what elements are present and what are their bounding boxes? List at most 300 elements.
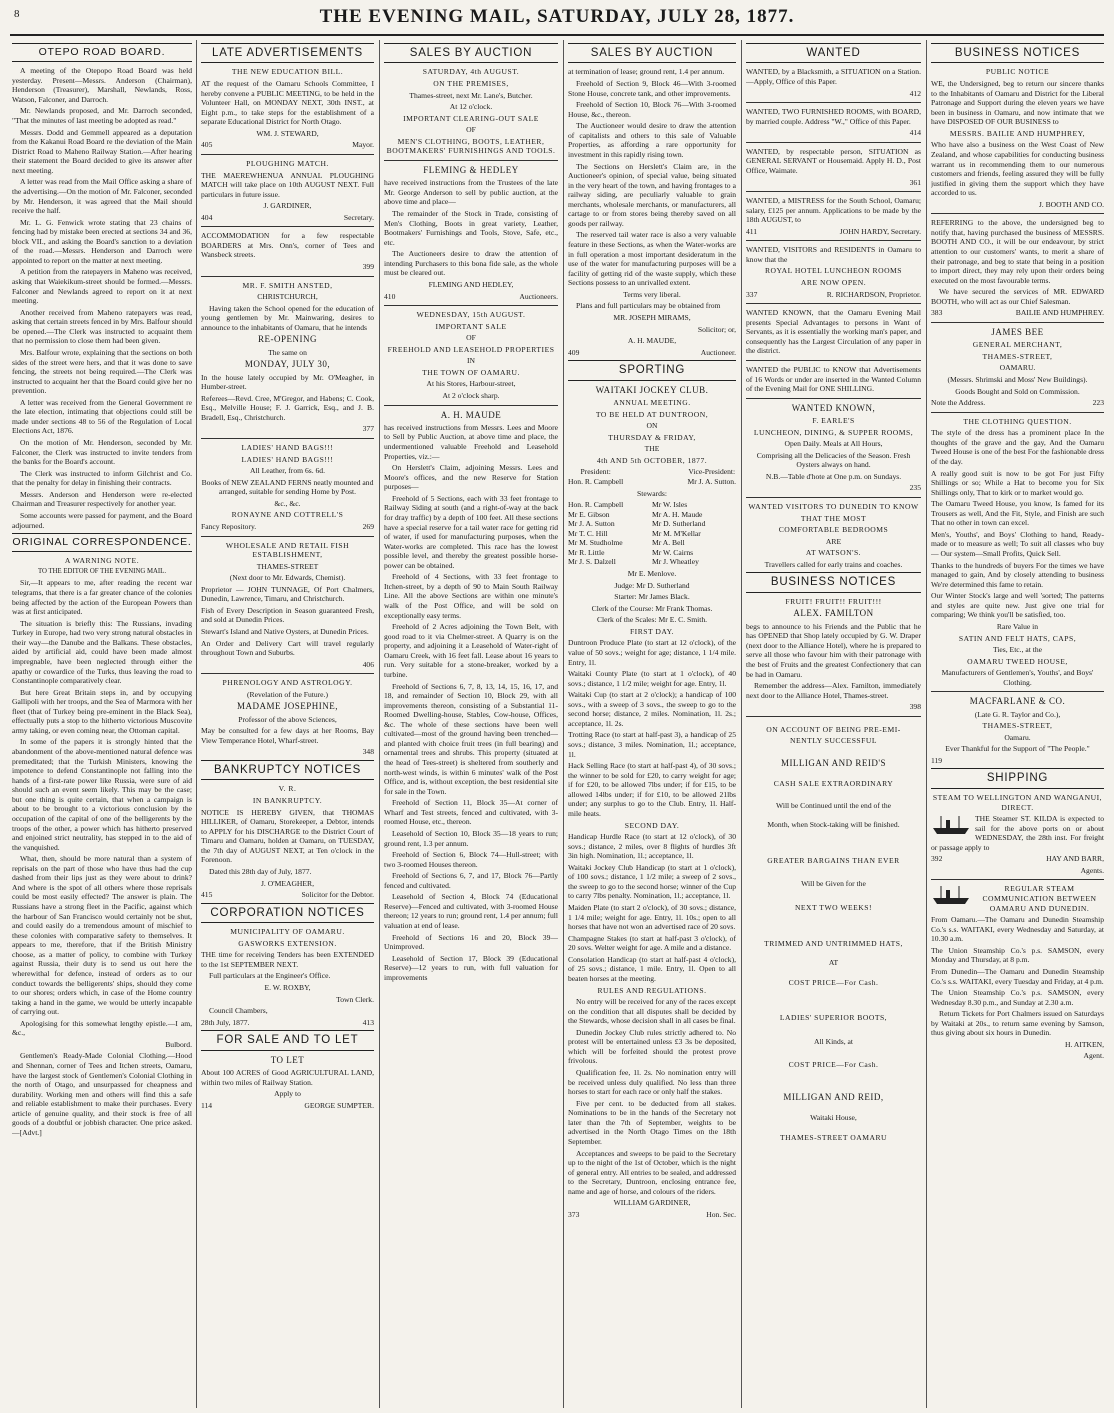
wanted-ad: WANTED, VISITORS and RESIDENTS in Oamaru to know that the — [746, 245, 921, 264]
column-divider — [563, 40, 564, 1408]
merchant-text: GENERAL MERCHANT, — [972, 340, 1063, 350]
section-heading: SALES BY AUCTION — [568, 43, 736, 63]
auction-body: have received instructions from the Trustees of the late Mr. George Anderson to sell by public auction, at the above time and place— — [384, 178, 558, 207]
auction-body: Leasehold of Section 4, Block 74 (Educational Reserve)—Fenced and cultivated, with 3-roomed House thereon; 12 years to run; ground rent, 1.4 per annum; full valuation at end of lease. — [384, 892, 558, 931]
article-paragraph: On the motion of Mr. Henderson, seconded by Mr. Falconer, the Clerk was instructed to invite tenders from the banks for the Board's account. — [12, 438, 192, 467]
section-heading: WANTED — [746, 43, 921, 63]
notice-body: REFERRING to the above, the undersigned beg to notify that, having purchased the business of MESSRS. BOOTH AND CO., it will be our endeavour, by strict attention to our customers' wants, to merit a share of their patronage, and beg to state that being in a position to import direct, they may rely upon their orders being executed on the most favourable terms. — [931, 218, 1104, 285]
officer-label: President: — [580, 467, 611, 477]
officer-name: Clerk of the Course: Mr Frank Thomas. — [591, 603, 713, 613]
auction-body: The Auctioneer would desire to draw the attention of capitalists and others to this sale of Valuable Properties, as affording a rare opportunity for investment in this rapidly rising town. — [568, 121, 736, 159]
race-entry: Hack Selling Race (to start at half-past 4), of 30 sovs.; the winner to be sold for £20, to carry weight for age; if for £20, to be allowed 7lbs under; if for £15, to be allowed 14lbs under; if for £10, to be allowed 21lbs under; any surplus to go to the Club. Entry, 1l. Half-mile heats. — [568, 761, 736, 818]
ad-divider — [746, 191, 921, 192]
auction-body: Freehold of Section 9, Block 46—With 3-roomed Stone House, concrete tank, and other improvements. — [568, 79, 736, 98]
ad-role: Secretary. — [343, 212, 374, 222]
auction-body: Freehold of Sections 6, 7, 8, 13, 14, 15, 16, 17, and 18, and remainder of Section 10, Block 29, with all improvements thereon, consisting of a Substantial 11-Roomed Dwelling-house, Stables, Cow-house, Offices, &c. The whole of these sections have been well cultivated—most of the ground having been trenched—and planted with choice fruit trees (in full bearing) and ornamental trees and shrubs. This property (situated at the head of Tees-street) is sheltered from southerly and north-west winds, is within 6 minutes' walk of the Post Office, and is, without exception, the best residential site for sale in the Town. — [384, 681, 558, 796]
section-heading: SHIPPING — [931, 768, 1104, 788]
merchant-text: (Messrs. Shrimski and Moss' New Buildings). — [947, 375, 1088, 384]
section-heading: ORIGINAL CORRESPONDENCE. — [12, 533, 192, 552]
race-entry: Trotting Race (to start at half-past 3), a handicap of 25 sovs.; distance, 3 miles. Nomination, 1l.; acceptance, 1l. — [568, 730, 736, 759]
ad-text: &c., &c. — [274, 498, 301, 508]
masthead — [0, 6, 1114, 30]
ad-signature: R. RICHARDSON, Proprietor. — [826, 289, 921, 299]
section-heading: FOR SALE AND TO LET — [201, 1030, 374, 1050]
shipping-body: The Union Steamship Co.'s p.s. SAMSON, every Wednesday 8.30 p.m., and Sunday at 2.30 a.m. — [931, 988, 1104, 1007]
ad-number: 398 — [909, 702, 921, 712]
ad-role: Solicitor; or, — [697, 324, 736, 334]
ad-number: 337 — [746, 289, 758, 299]
ad-text: Fancy Repository. — [201, 521, 257, 531]
ad-divider — [201, 276, 374, 277]
section-heading: BANKRUPTCY NOTICES — [201, 760, 374, 780]
ad-role: Hon. Sec. — [706, 1209, 736, 1219]
store-text: Manufacturers of Gentlemen's, Youths', and Boys' Clothing. — [941, 668, 1094, 687]
sale-line: AT — [828, 958, 839, 968]
officer-name: Hon. R. Campbell — [568, 476, 624, 486]
notice-body: We have secured the services of MR. EDWARD BOOTH, who will act as our Chief Salesman. — [931, 287, 1104, 306]
officer-name: Starter: Mr James Black. — [614, 592, 690, 602]
auction-text: IMPORTANT CLEARING-OUT SALE — [403, 113, 539, 123]
wanted-text: ARE — [825, 536, 842, 546]
sale-line: NENTLY SUCCESSFUL — [790, 736, 877, 746]
merchant-name: MACFARLANE & CO. — [969, 696, 1066, 707]
rules-paragraph: Dunedin Jockey Club rules strictly adhered to. No protest will be entertained unless £3 3s be deposited, which will be forfeited should the protest prove frivolous. — [568, 1027, 736, 1066]
ad-text: Full particulars at the Engineer's Office. — [209, 971, 331, 981]
shipping-body: The Union Steamship Co.'s p.s. SAMSON, every Monday and Thursday, at 8 p.m. — [931, 945, 1104, 965]
club-title: WAITAKI JOCKEY CLUB. — [595, 384, 709, 395]
auction-body: Freehold of 2 Acres adjoining the Town Belt, with good road to it via Chelmer-street. A Quarry is on the property, and adjoining it a Leasehold of Water-right of Oamaru Creek, with 16 feet fall. Lease about 16 years to run. Very suitable for a stone-breaker, worked by a turbine. — [384, 622, 558, 679]
ad-number: 411 — [746, 226, 758, 236]
ad-body: About 100 ACRES of Good AGRICULTURAL LAND, within two miles of Railway Station. — [201, 1068, 374, 1087]
notice-body: Remember the address—Alex. Familton, immediately next door to the Alliance Hotel, Thames-street. — [746, 681, 921, 700]
officer-name: Mr J. A. Sutton. — [687, 476, 736, 486]
article-paragraph: Sir,—It appears to me, after reading the recent war telegrams, that there is a far greater chance of the colonies being affected by the action of the European Powers than was at first anticipated. — [12, 578, 192, 617]
ad-number: 410 — [384, 291, 396, 301]
column-3 — [384, 40, 558, 1408]
section-heading: BUSINESS NOTICES — [931, 43, 1104, 63]
article-paragraph: A petition from the ratepayers in Maheno was received, asking that Waiekikum-street should be formed.—Messrs. Falconer and Newlands agreed to report on it at next meeting. — [12, 267, 192, 306]
column-5 — [746, 40, 921, 1408]
auction-body: Leasehold of Section 10, Block 35—18 years to run; ground rent, 1.3 per annum. — [384, 828, 558, 848]
shipping-body: From Oamaru.—The Oamaru and Dunedin Steamship Co.'s s.s. WAITAKI, every Wednesday and Saturday, at 10.30 a.m. — [931, 915, 1104, 944]
ad-signature: BAILIE AND HUMPHREY. — [1015, 308, 1104, 318]
ad-subtitle: CHRISTCHURCH, — [257, 292, 318, 302]
column-divider — [196, 40, 197, 1408]
article-paragraph: Mr. L. G. Fenwick wrote stating that 23 chains of fencing had by mistake been erected at sections 34 and 36, block VII., and asking the Board's sanction to a deviation of the road.—Messrs. Henderson and Darroch were appointed to report on the matter at next meeting. — [12, 217, 192, 265]
ad-signature: J. BOOTH AND CO. — [1038, 199, 1104, 209]
ad-divider — [931, 412, 1104, 413]
section-heading: CORPORATION NOTICES — [201, 903, 374, 923]
column-divider — [741, 40, 742, 1408]
column-divider — [379, 40, 380, 1408]
ad-text: All Leather, from 6s. 6d. — [250, 466, 325, 476]
ad-role: Agents. — [1080, 865, 1104, 875]
auction-text: At 2 o'clock sharp. — [442, 391, 500, 400]
auction-text: At 12 o'clock. — [449, 102, 493, 112]
ad-text: Council Chambers, — [209, 1006, 268, 1016]
auction-body: Plans and full particulars may be obtained from — [576, 301, 721, 311]
officer-name: Clerk of the Scales: Mr E. C. Smith. — [596, 615, 708, 625]
ad-title: PLOUGHING MATCH. — [246, 158, 329, 168]
steamship-icon — [931, 884, 971, 906]
auction-text: ON THE PREMISES, — [433, 79, 509, 89]
auctioneer-name: FLEMING & HEDLEY — [423, 164, 519, 175]
merchant-text: OAMARU. — [999, 363, 1036, 373]
auction-body: The Sections on Herslett's Claim are, in the Auctioneer's opinion, of special value, being situated in the very heart of the town, and having frontages to a railway siding, are peculiarly valuable to grain merchants, wholesale merchants, or manufacturers, all cartage to or from stores being thereby saved on all goods per railway. — [568, 161, 736, 228]
notice-title: PUBLIC NOTICE — [985, 67, 1050, 77]
ad-body: THE time for receiving Tenders has been EXTENDED to the 1st SEPTEMBER NEXT. — [201, 950, 374, 969]
rules-paragraph: No entry will be received for any of the races except on the condition that all disputes shall be decided by the Stewards, whose decision shall in all cases be final. — [568, 997, 736, 1026]
wanted-ad: WANTED, a MISTRESS for the South School, Oamaru; salary, £125 per annum. Applications to be made by the 18th AUGUST, to — [746, 196, 921, 225]
ad-role: Auctioneer. — [700, 347, 736, 357]
ad-divider — [746, 240, 921, 241]
sale-line: THAMES-STREET OAMARU — [779, 1132, 888, 1142]
sale-line: ON ACCOUNT OF BEING PRE-EMI- — [766, 724, 901, 734]
ad-role: Mayor. — [352, 140, 374, 150]
ad-subtitle: IN BANKRUPTCY. — [252, 796, 323, 806]
ad-subtitle: (Revelation of the Future.) — [247, 689, 328, 699]
ad-divider — [746, 497, 921, 498]
sale-line: MILLIGAN AND REID'S — [780, 757, 887, 768]
auction-body: Freehold of Section 6, Block 74—Hull-street; with two 3-roomed Houses thereon. — [384, 850, 558, 869]
ad-highlight: MADAME JOSEPHINE, — [236, 701, 338, 712]
column-4 — [568, 40, 736, 1408]
sale-line: Waitaki House, — [810, 1113, 857, 1123]
wanted-highlight: AT WATSON'S. — [805, 548, 862, 558]
article-paragraph: In some of the papers it is strongly hinted that the abandonment of the above-mentioned natural defence was premeditated; that the Turkish Ministers, knowing the impotence to defend Constantinople not falling into the hands of a first-rate power like Russia, were sure of aid should such an event seem likely. This may be the case; but one thing is quite certain, that when a campaign is about to be brought to a victorious conclusion by the occupation of the capital of one of the belligerents by the troops of the other, a power which has hitherto preserved and enjoined strict neutrality, has stepped in to the aid of the vanquished. — [12, 737, 192, 852]
ad-signature: A. H. MAUDE, — [627, 336, 677, 346]
ad-number: 377 — [362, 424, 374, 434]
store-text: Rare Value in — [996, 621, 1039, 631]
ad-body: ACCOMMODATION for a few respectable BOARDERS at Mrs. Onn's, corner of Tees and Wansbeck streets. — [201, 231, 374, 260]
sale-line: All Kinds, at — [813, 1036, 854, 1046]
ad-signature: MR. JOSEPH MIRAMS, — [613, 312, 691, 322]
race-entry: Waitaki County Plate (to start at 1 o'clock), of 40 sovs.; distance, 1 1/2 mile; weight for age. Entry, 1l. — [568, 669, 736, 688]
sale-line: TRIMMED AND UNTRIMMED HATS, — [764, 938, 903, 948]
ad-subtitle: THAMES-STREET — [256, 561, 319, 571]
wanted-ad: WANTED the PUBLIC to KNOW that Advertisements of 16 Words or under are inserted in the Wanted Column of the Evening Mail for ONE SHILLING. — [746, 364, 921, 394]
auction-text: OF — [466, 333, 476, 343]
merchant-text: Oamaru. — [1004, 732, 1031, 742]
auction-date: WEDNESDAY, 15th AUGUST. — [416, 310, 526, 320]
poem-stanza: Our Winter Stock's large and well 'sorted; The patterns and styles are quite new. Just give one trial for comparing; We think you'll be satisfied, too. — [931, 591, 1104, 620]
ad-body: In the house lately occupied by Mr. O'Meagher, in Humber-street. — [201, 372, 374, 392]
ad-divider — [201, 226, 374, 227]
sale-line: LADIES' SUPERIOR BOOTS, — [779, 1013, 888, 1023]
merchant-text: THAMES-STREET, — [982, 351, 1053, 361]
auction-date: SATURDAY, 4th AUGUST. — [422, 67, 520, 77]
sale-line: GREATER BARGAINS THAN EVER — [767, 855, 900, 865]
day-heading: SECOND DAY. — [624, 820, 680, 830]
ad-body: Having taken the School opened for the education of young gentlemen by Mr. Mainwaring, desires to announce to the inhabitants of Oamaru, that he intends — [201, 303, 374, 332]
ad-role: Auctioneers. — [519, 291, 558, 301]
merchant-text: (Late G. R. Taylor and Co.), — [974, 709, 1061, 719]
club-text: THE — [644, 444, 660, 454]
poem-stanza: A really good suit is now to be got For just Fifty Shillings or so; While a Hat to become you for Six Shillings only, That to kirk or to market would go. — [931, 468, 1104, 497]
ad-text: Books of NEW ZEALAND FERNS neatly mounted and arranged, suitable for sending Home by Post. — [201, 477, 374, 497]
ad-number: 119 — [931, 755, 943, 765]
auction-body: Freehold of Sections 16 and 20, Block 39—Unimproved. — [384, 932, 558, 952]
ad-role: Town Clerk. — [336, 994, 374, 1004]
ad-title: V. R. — [278, 784, 297, 794]
auction-body: Freehold of 4 Sections, with 33 feet frontage to Itchen-street, by a depth of 90 to Main South Railway Line. All the above Sections are within one minute's walk of the Post Office, and will be sold on exceptionally easy terms. — [384, 572, 558, 620]
article-paragraph: Another received from Maheno ratepayers was read, asking that certain streets fenced in by Mrs. Balfour should be opened.—The Clerk was instructed to acquaint them that no permission to close them had been given. — [12, 307, 192, 346]
ad-number: 415 — [201, 890, 213, 900]
rules-heading: RULES AND REGULATIONS. — [597, 985, 707, 995]
race-entry: Handicap Hurdle Race (to start at 12 o'clock), of 30 sovs.; distance, 2 miles, over 8 flights of hurdles 3ft 3in high. Nomination, 1l.; acceptance, 1l. — [568, 832, 736, 861]
ad-number: 399 — [362, 262, 374, 272]
masthead-rule — [10, 34, 1104, 36]
auction-text: IMPORTANT SALE — [435, 321, 507, 331]
race-entry: Duntroon Produce Plate (to start at 12 o'clock), of the value of 50 sovs.; weight for age; distance, 1 1/4 mile. Entry, 1l. — [568, 638, 736, 667]
ad-title: PHRENOLOGY AND ASTROLOGY. — [222, 678, 353, 688]
ad-divider — [746, 303, 921, 304]
wanted-ad: WANTED, by respectable person, SITUATION as GENERAL SERVANT or Housemaid. Apply H. D., Post Office, Waimate. — [746, 146, 921, 175]
ad-body: THE MAEREWHENUA ANNUAL PLOUGHING MATCH will take place on 10th AUGUST NEXT. Full particulars in future issue. — [201, 170, 374, 199]
ad-signature: H. AITKEN, — [1064, 1039, 1104, 1049]
ad-divider — [931, 322, 1104, 323]
sale-line: NEXT TWO WEEKS! — [794, 903, 873, 913]
ad-role: Agent. — [1083, 1051, 1104, 1061]
ad-signature: J. GARDINER, — [263, 201, 312, 211]
auction-text: OF — [466, 125, 476, 135]
ad-date: 28th July, 1877. — [201, 1017, 250, 1027]
wanted-highlight: ROYAL HOTEL LUNCHEON ROOMS — [764, 266, 903, 276]
article-paragraph: The Clerk was instructed to inform Gilchrist and Co. that the penalty for delay in finishing their contracts. — [12, 468, 192, 488]
race-entry: Consolation Handicap (to start at half-past 4 o'clock), of 25 sovs.; distance, 1 mile. Entry, 1l. Open to all beaten horses at the meeting. — [568, 954, 736, 983]
ad-signature: FLEMING AND HEDLEY, — [428, 279, 514, 289]
ad-body: Stewart's Island and Native Oysters, at Dunedin Prices. — [201, 627, 369, 637]
ad-text: Professor of the above Sciences, — [238, 714, 337, 724]
wanted-ad: WANTED, by a Blacksmith, a SITUATION on a Station.—Apply, Office of this Paper. — [746, 67, 921, 87]
ad-signature: J. O'MEAGHER, — [260, 878, 315, 888]
poem-title: THE CLOTHING QUESTION. — [963, 416, 1072, 426]
ad-signature: E. W. ROXBY, — [264, 982, 311, 992]
officer-name: Mr E. Menlove. — [627, 569, 677, 579]
ad-divider — [746, 142, 921, 143]
ad-divider — [384, 160, 558, 161]
auction-text: Terms very liberal. — [623, 289, 681, 299]
ad-divider — [384, 405, 558, 406]
article-address: TO THE EDITOR OF THE EVENING MAIL. — [37, 567, 167, 575]
ad-divider — [384, 305, 558, 306]
wanted-highlight: WANTED VISITORS TO DUNEDIN TO KNOW — [748, 501, 919, 511]
section-heading: BUSINESS NOTICES — [746, 572, 921, 592]
ad-role: Solicitor for the Debtor. — [301, 890, 374, 900]
race-entry: Waitaki Jockey Club Handicap (to start at 1 o'clock), of 100 sovs.; distance, 1 1/2 mile; a sweep of 2 sovs., the sweep to go to the second horse; winner of the Cup to carry 7lbs penalty. Nomination, 1l.; acceptance, 1l. — [568, 862, 736, 901]
ad-divider — [746, 360, 921, 361]
club-text: ON — [646, 421, 658, 431]
section-heading: LATE ADVERTISEMENTS — [201, 43, 374, 63]
merchant-text: Goods Bought and Sold on Commission. — [955, 386, 1080, 396]
shipping-heading: REGULAR STEAM COMMUNICATION BETWEEN OAMARU AND DUNEDIN. — [982, 884, 1097, 913]
advertorial: Gentlemen's Ready-Made Colonial Clothing.—Hood and Shennan, corner of Tees and Itchen streets, Oamaru, have the largest stock of Gentlemen's Colonial Clothing in the north of Otago, and unsurpassed for cheapness and durability. Working men and others will find this a safe and reliable establishment to make their purchases. Every article of genuine quality, and their stock is free of all goods of a doubtful or jobbish character. One price asked.—[Advt.] — [12, 1051, 192, 1137]
auction-body: The Auctioneers desire to draw the attention of intending Purchasers to this bona fide sale, as the whole must be cleared out. — [384, 249, 558, 278]
sale-line: Will be Continued until the end of the — [775, 800, 892, 810]
store-text: SATIN AND FELT HATS, CAPS, — [958, 633, 1077, 643]
wanted-highlight: F. EARLE'S — [812, 416, 855, 425]
auction-body: has received instructions from Messrs. Lees and Moore to Sell by Public Auction, at above time and place, the undermentioned valuable Freehold and Leasehold Properties, viz.:— — [384, 422, 558, 461]
ad-number: 392 — [931, 854, 943, 864]
auction-body: On Herslett's Claim, adjoining Messrs. Lees and Moore's offices, and the new Reserve for Station purposes— — [384, 463, 558, 492]
article-paragraph: The situation is briefly this: The Russians, invading Turkey in Europe, had two very strong natural obstacles in their way—the Danube and the Balkans. These obstacles, aided by artificial aid, could have been made almost impregnable, have been neglected through either the apathy or cowardice of the Turks, thus leaving the road to Constantinople comparatively clear. — [12, 618, 192, 686]
page-mark: 8 — [14, 8, 21, 20]
ad-number: 348 — [362, 747, 374, 757]
ad-firm: RONAYNE AND COTTRELL'S — [231, 510, 344, 520]
shipping-heading: STEAM TO WELLINGTON AND WANGANUI, DIRECT. — [932, 792, 1103, 812]
ad-number: 412 — [909, 88, 921, 98]
ad-divider — [201, 154, 374, 155]
merchant-name: JAMES BEE — [991, 326, 1044, 337]
notice-body: WE, the Undersigned, beg to return our sincere thanks to the Inhabitants of Oamaru and District for the Liberal Patronage and Support during the eleven years we have been in business in Oamaru, and now intimate that we have DISPOSED OF OUR BUSINESS to — [931, 79, 1104, 127]
sale-line: Will be Given for the — [801, 879, 866, 889]
auction-body: The remainder of the Stock in Trade, consisting of Men's Clothing, Boots in great variety, Leather, Bootmakers' Furnishings and Tools, Stove, Safe, etc., etc. — [384, 209, 558, 247]
column-2 — [201, 40, 374, 1408]
wanted-highlight: WANTED KNOWN, — [791, 402, 876, 413]
club-subtitle: ANNUAL MEETING. — [613, 398, 691, 408]
ad-text: (Next door to Mr. Edwards, Chemist). — [229, 573, 346, 583]
ad-divider — [746, 716, 921, 717]
auction-body: Freehold of Sections 6, 7, and 17, Block 76—Partly fenced and cultivated. — [384, 871, 558, 890]
wanted-highlight: ARE NOW OPEN. — [800, 278, 867, 288]
steamship-icon — [931, 814, 971, 836]
ad-highlight: MONDAY, JULY 30, — [244, 359, 331, 370]
stewards-list: Hon. R. Campbell Mr E. Gibson Mr J. A. Sutton Mr T. C. Hill Mr M. Studholme Mr R. Little Mr J. S. Dalzell — [568, 500, 624, 567]
article-paragraph: Messrs. Dodd and Gemmell appeared as a deputation from the Kakanui Road Board re the deviation of the Main District Road to Maheno Railway Station.—After hearing their statement the Board decided to give its answer after next meeting. — [12, 127, 192, 175]
wanted-highlight: COMFORTABLE BEDROOMS — [778, 525, 889, 535]
article-paragraph: But here Great Britain steps in, and by occupying Gallipoli with her troops, and the Sea of Marmora with her fleet (that of Turkey being pre-eminent in the Black Sea), effectually puts a stop to the hitherto victorious Muscovite army taking, or even coming near, the Ottoman capital. — [12, 687, 192, 735]
merchant-text: THAMES-STREET, — [982, 721, 1053, 731]
article-paragraph: Messrs. Anderson and Henderson were re-elected Chairman and Treasurer respectively for another year. — [12, 489, 192, 509]
ad-number: 373 — [568, 1209, 580, 1219]
notice-firm: MESSRS. BAILIE AND HUMPHREY, — [949, 128, 1086, 138]
ad-number: 383 — [931, 308, 943, 318]
officer-label: Stewards: — [637, 488, 667, 498]
section-heading: OTEPO ROAD BOARD. — [12, 43, 192, 62]
ad-subtitle: LADIES' HAND BAGS!!! — [241, 454, 334, 464]
auction-text: Thames-street, next Mr. Lane's, Butcher. — [409, 90, 533, 100]
sale-line: COST PRICE—For Cash. — [788, 977, 879, 987]
shipping-body: Return Tickets for Port Chalmers issued on Saturdays by Waitaki at 20s., to return same evening by Samson, thus giving about six hours in Dunedin. — [931, 1009, 1104, 1038]
ad-signature: WM. J. STEWARD, — [256, 128, 319, 138]
ad-title: MUNICIPALITY OF OAMARU. — [230, 927, 345, 937]
ad-number: 409 — [568, 347, 580, 357]
rules-paragraph: Five per cent. to be deducted from all stakes. Nominations to be in the hands of the Secretary not later than the 7th of September, weights to be advertised in the North Otago Times on the 18th September. — [568, 1098, 736, 1146]
merchant-text: Ever Thankful for the Support of "The People." — [945, 744, 1090, 754]
column-1 — [12, 40, 192, 1408]
article-paragraph: Some accounts were passed for payment, and the Board adjourned. — [12, 510, 192, 530]
auction-text: At his Stores, Harbour-street, — [426, 379, 516, 389]
ad-signature: WILLIAM GARDINER, — [613, 1198, 691, 1208]
wanted-highlight: LUNCHEON, DINING, & SUPPER ROOMS, — [753, 427, 914, 437]
rules-paragraph: Qualification fee, 1l. 2s. No nomination entry will be received unless duly qualified. No less than three horses to start for each race or only half the stakes. — [568, 1068, 736, 1097]
auction-text: MEN'S CLOTHING, BOOTS, LEATHER, BOOTMAKERS' FURNISHINGS AND TOOLS. — [386, 136, 556, 156]
store-text: Ties, Etc., at the — [992, 645, 1043, 655]
sale-line: Month, when Stock-taking will be finished. — [767, 820, 900, 830]
auction-body: at termination of lease; ground rent, 1.4 per annum. — [568, 67, 725, 77]
ad-body: Referees—Revd. Cree, M'Gregor, and Habens; C. Cook, Esq., Melville House; F. J. Garrick, Esq., and J. B. Bradell, Esq., Christchurch. — [201, 393, 374, 422]
ad-title: WHOLESALE AND RETAIL FISH ESTABLISHMENT, — [225, 540, 350, 560]
auction-text: IN — [466, 356, 475, 366]
club-text: 4th AND 5th OCTOBER, 1877. — [596, 455, 708, 465]
ad-divider — [746, 102, 921, 103]
auction-body: Freehold of 5 Sections, each with 33 feet frontage to Railway Siding at south (and a right-of-way at the back for dray traffic) by a depth of 100 feet. All these sections have a special reserve for a tail water race for getting rid of water, if used for manufacturing purposes, when the Water-works are completed. This race has the lowest possible level, and thereby the greatest possible horse-power can be obtained. — [384, 493, 558, 570]
ad-number: 223 — [1092, 398, 1104, 408]
poem-stanza: Thanks to the hundreds of buyers For the times we have managed to gain, And by closely attending to business We're determined this fame to retain. — [931, 560, 1104, 589]
auction-body: Freehold of Section 10, Block 76—With 3-roomed House, &c., thereon. — [568, 100, 736, 119]
ad-signature: HAY AND BARR, — [1046, 854, 1104, 864]
ad-number: 406 — [362, 659, 374, 669]
ad-divider — [931, 213, 1104, 214]
ad-divider — [746, 398, 921, 399]
ad-number: 114 — [201, 1100, 213, 1110]
wanted-highlight: THAT THE MOST — [800, 513, 867, 523]
poem-stanza: The Oamaru Tweed House, you know, Is famed for its Trousers as well, And the Fit, Style, and Finish are such That no other in town can excel. — [931, 499, 1104, 528]
wanted-text: N.B.—Table d'hote at One p.m. on Sundays. — [765, 471, 902, 481]
officer-label: Vice-President: — [688, 467, 736, 477]
ad-highlight: RE-OPENING — [258, 334, 317, 345]
wanted-text: Open Daily. Meals at All Hours, — [784, 439, 883, 449]
day-heading: FIRST DAY. — [629, 626, 675, 636]
letter-signature: Bulbord. — [165, 1039, 192, 1049]
merchant-text: Note the Address. — [931, 398, 986, 408]
officer-name: Judge: Mr D. Sutherland — [614, 580, 690, 590]
shipping-body: THE Steamer ST. KILDA is expected to sail for the above ports on or about WEDNESDAY, the 28th inst. For freight or passage apply to — [931, 814, 1104, 852]
ad-divider — [931, 691, 1104, 692]
newspaper-title: THE EVENING MAIL, SATURDAY, JULY 28, 1877. — [319, 6, 795, 27]
auction-body: Leasehold of Section 17, Block 39 (Educational Reserve)—12 years to run, with full valuation for improvements — [384, 953, 558, 982]
ad-number: 269 — [362, 521, 374, 531]
store-text: OAMARU TWEED HOUSE, — [967, 656, 1068, 666]
poem-stanza: The style of the dress has a prominent place In the thoughts of the grave and the gay, And the Oamaru Tweed House is one of the best For the fashionable dress of the day. — [931, 428, 1104, 466]
ad-number: 414 — [909, 128, 921, 138]
article-paragraph: A meeting of the Otepopo Road Board was held yesterday. Present—Messrs. Anderson (Chairman), Henderson (Treasurer), Marshall, Newlands, Ross, Watson, Falconer, and Darroch. — [12, 66, 192, 104]
wanted-text: Comprising all the Delicacies of the Season. Fresh Oysters always on hand. — [756, 450, 911, 470]
ad-body: NOTICE IS HEREBY GIVEN, that THOMAS HILLIKER, of Oamaru, Storekeeper, a Debtor, intends to APPLY for his DISCHARGE to the District Court of Timaru and Oamaru, holden at Oamaru, on TUESDAY, the 7th day of AUGUST NEXT, at Ten o'clock in the Forenoon. — [201, 807, 374, 865]
column-6 — [931, 40, 1104, 1408]
ad-number: 361 — [909, 177, 921, 187]
ad-divider — [931, 879, 1104, 880]
club-text: TO BE HELD AT DUNTROON, — [595, 409, 709, 419]
article-paragraph: A letter was received from the General Government re the late election, intimating that objections could still be made under sections 48 to 56 of the Regulation of Local Elections Act, 1876. — [12, 397, 192, 436]
ad-number: 404 — [201, 212, 213, 222]
ad-text: Dated this 28th day of July, 1877. — [209, 866, 312, 876]
ad-number: 235 — [909, 483, 921, 493]
article-paragraph: What, then, should be more natural than a system of reprisals on the part of those who have thus had the cup dashed from their lips just as they were about to drink? And where is the spot of all others where those reprisals could be most easily effected? The answer is plain. The Russians have a strong fleet in the Pacific, against which the harbour of San Francisco would certainly not be shut, and could easily do a tremendous amount of mischief to these colonies with comparative safety to themselves. It appears to me, therefore, that if the British Ministry choose, as a matter of policy, to combine with Turkey against Russia, their duty is to send us out here the wherewithal for defence, instead of orders as to our conduct towards the belligerents' ships, should they come to our shores; orders which, in case of the Home country taking a hand in the game, we would be utterly incapable of carrying out. — [12, 854, 192, 1017]
ad-subtitle: GASWORKS EXTENSION. — [238, 938, 337, 948]
ad-divider — [201, 438, 374, 439]
sale-line: COST PRICE—For Cash. — [788, 1060, 879, 1070]
section-heading: SALES BY AUCTION — [384, 43, 558, 63]
ad-title: LADIES' HAND BAGS!!! — [241, 443, 334, 453]
sale-line: MILLIGAN AND REID, — [783, 1091, 884, 1102]
column-divider — [926, 40, 927, 1408]
wanted-text: Travellers called for early trains and coaches. — [764, 559, 903, 569]
ad-body: May be consulted for a few days at her Rooms, Bay View Temperance Hotel, Wharf-street. — [201, 726, 374, 745]
ad-body: Fish of Every Description in Season guaranteed Fresh, and sold at Dunedin Prices. — [201, 605, 374, 625]
auction-text: THE TOWN OF OAMARU. — [422, 367, 520, 377]
ad-text: The same on — [268, 347, 307, 357]
shop-name: ALEX. FAMILTON — [793, 608, 874, 619]
notice-body: Who have also a business on the West Coast of New Zealand, and whose capabilities for conducting business warrant us in recommending them to our numerous customers and friends, feeling assured they will be fully justified in giving them the support which they have accorded to us. — [931, 140, 1104, 198]
poem-stanza: Men's, Youths', and Boys' Clothing to hand, Ready-made or to measure as well; To suit all classes who buy— Our system—Small Profits, Quick Sell. — [931, 529, 1104, 558]
shipping-body: From Dunedin—The Oamaru and Dunedin Steamship Co.'s s.s. WAITAKI, every Tuesday and Friday, at 4 p.m. — [931, 966, 1104, 986]
ad-signature: JOHN HARDY, Secretary. — [839, 226, 921, 236]
club-text: THURSDAY & FRIDAY, — [608, 432, 696, 442]
ad-title: TO LET — [270, 1054, 305, 1065]
race-entry: Maiden Plate (to start 2 o'clock), of 30 sovs.; distance, 1 1/4 mile; weight for age. Entry, 1l. 10s.; open to all horses that have not won an advertised race of 20 sovs. — [568, 903, 736, 932]
ad-number: 405 — [201, 140, 213, 150]
